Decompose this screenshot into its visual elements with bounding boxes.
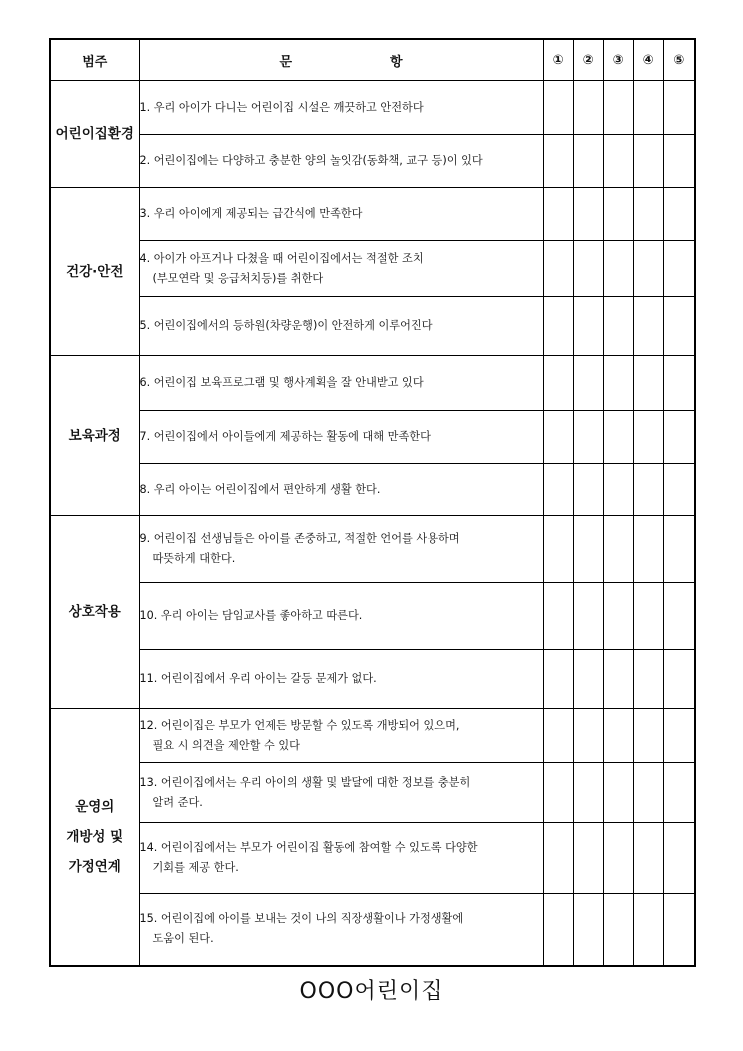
answer-box-1[interactable]: [543, 135, 573, 188]
question-text: 6. 어린이집 보육프로그램 및 행사계획을 잘 안내받고 있다: [139, 376, 424, 389]
table-row: [50, 241, 695, 297]
question-cell: [139, 81, 543, 135]
category-cell: [50, 81, 139, 188]
answer-box-4[interactable]: [633, 356, 663, 411]
answer-box-5[interactable]: [663, 823, 695, 894]
answer-box-1[interactable]: [543, 81, 573, 135]
answer-box-2[interactable]: [573, 81, 603, 135]
answer-box-2[interactable]: [573, 188, 603, 241]
answer-box-3[interactable]: [603, 241, 633, 297]
answer-box-4[interactable]: [633, 516, 663, 583]
table-row: [50, 188, 695, 241]
answer-box-4[interactable]: [633, 823, 663, 894]
answer-box-2[interactable]: [573, 135, 603, 188]
question-cell: [139, 650, 543, 709]
question-cell: [139, 411, 543, 464]
answer-box-5[interactable]: [663, 516, 695, 583]
answer-box-5[interactable]: [663, 464, 695, 516]
answer-box-2[interactable]: [573, 823, 603, 894]
question-text: 5. 어린이집에서의 등하원(차량운행)이 안전하게 이루어진다: [139, 319, 433, 332]
answer-box-1[interactable]: [543, 650, 573, 709]
question-text: 4. 아이가 아프거나 다쳤을 때 어린이집에서는 적절한 조치: [139, 251, 424, 265]
answer-box-1[interactable]: [543, 763, 573, 823]
answer-box-4[interactable]: [633, 894, 663, 966]
question-text-continued: 도움이 된다.: [152, 932, 214, 946]
category-cell: [50, 356, 139, 516]
answer-box-5[interactable]: [663, 650, 695, 709]
question-text-continued: 기회를 제공 한다.: [152, 861, 239, 874]
table-row: [50, 81, 695, 135]
question-text-continued: 필요 시 의견을 제안할 수 있다: [152, 738, 300, 752]
answer-box-3[interactable]: [603, 709, 633, 763]
question-text: 9. 어린이집 선생님들은 아이를 존중하고, 적절한 언어를 사용하며: [139, 532, 460, 545]
question-text: 15. 어린이집에 아이를 보내는 것이 나의 직장생활이나 가정생활에: [139, 912, 464, 926]
answer-box-5[interactable]: [663, 411, 695, 464]
score-header-2: ②: [573, 39, 603, 81]
score-header-5: ⑤: [663, 39, 695, 81]
answer-box-1[interactable]: [543, 241, 573, 297]
question-header-left: 문: [279, 54, 293, 70]
answer-box-5[interactable]: [663, 356, 695, 411]
table-row: [50, 297, 695, 356]
answer-box-3[interactable]: [603, 188, 633, 241]
category-label-line-1: 운영의: [75, 798, 115, 815]
question-cell: [139, 356, 543, 411]
answer-box-1[interactable]: [543, 583, 573, 650]
question-cell: [139, 823, 543, 894]
question-text: 14. 어린이집에서는 부모가 어린이집 활동에 참여할 수 있도록 다양한: [139, 841, 478, 854]
answer-box-4[interactable]: [633, 241, 663, 297]
answer-box-5[interactable]: [663, 241, 695, 297]
table-row: [50, 411, 695, 464]
answer-box-4[interactable]: [633, 650, 663, 709]
question-text: 12. 어린이집은 부모가 언제든 방문할 수 있도록 개방되어 있으며,: [139, 718, 460, 732]
question-text-continued: (부모연락 및 응급처치등)를 취한다: [152, 271, 324, 285]
answer-box-1[interactable]: [543, 894, 573, 966]
table-row: [50, 894, 695, 966]
answer-box-2[interactable]: [573, 763, 603, 823]
table-row: [50, 135, 695, 188]
question-cell: [139, 188, 543, 241]
question-text: 13. 어린이집에서는 우리 아이의 생활 및 발달에 대한 정보를 충분히: [139, 775, 471, 789]
question-text: 2. 어린이집에는 다양하고 충분한 양의 놀잇감(동화책, 교구 등)이 있다: [139, 154, 483, 167]
answer-box-4[interactable]: [633, 583, 663, 650]
question-cell: [139, 516, 543, 583]
answer-box-4[interactable]: [633, 188, 663, 241]
answer-box-3[interactable]: [603, 464, 633, 516]
table-row: [50, 583, 695, 650]
answer-box-2[interactable]: [573, 464, 603, 516]
category-label: 보육과정: [68, 427, 121, 444]
table-row: [50, 823, 695, 894]
answer-box-2[interactable]: [573, 583, 603, 650]
header-row: [50, 39, 695, 81]
answer-box-4[interactable]: [633, 81, 663, 135]
answer-box-3[interactable]: [603, 583, 633, 650]
question-header: [139, 39, 543, 81]
answer-box-2[interactable]: [573, 516, 603, 583]
answer-box-3[interactable]: [603, 411, 633, 464]
answer-box-2[interactable]: [573, 241, 603, 297]
question-cell: [139, 135, 543, 188]
answer-box-1[interactable]: [543, 464, 573, 516]
category-cell: [50, 188, 139, 356]
answer-box-5[interactable]: [663, 709, 695, 763]
survey-table: [49, 38, 696, 967]
institution-name: OOO어린이집: [299, 979, 444, 1004]
category-cell: [50, 709, 139, 966]
answer-box-4[interactable]: [633, 464, 663, 516]
table-row: [50, 650, 695, 709]
answer-box-5[interactable]: [663, 894, 695, 966]
answer-box-2[interactable]: [573, 356, 603, 411]
answer-box-3[interactable]: [603, 516, 633, 583]
question-cell: [139, 464, 543, 516]
question-cell: [139, 241, 543, 297]
table-row: [50, 763, 695, 823]
answer-box-1[interactable]: [543, 356, 573, 411]
question-cell: [139, 763, 543, 823]
answer-box-3[interactable]: [603, 135, 633, 188]
table-row: [50, 516, 695, 583]
category-cell: [50, 516, 139, 709]
answer-box-1[interactable]: [543, 188, 573, 241]
answer-box-1[interactable]: [543, 823, 573, 894]
answer-box-3[interactable]: [603, 297, 633, 356]
question-cell: [139, 894, 543, 966]
question-cell: [139, 297, 543, 356]
question-header-right: 항: [389, 54, 403, 70]
table-row: [50, 464, 695, 516]
category-label-line-3: 가정연계: [68, 858, 121, 875]
answer-box-1[interactable]: [543, 411, 573, 464]
score-header-4: ④: [633, 39, 663, 81]
question-cell: [139, 583, 543, 650]
answer-box-4[interactable]: [633, 709, 663, 763]
answer-box-5[interactable]: [663, 188, 695, 241]
score-header-3: ③: [603, 39, 633, 81]
question-text-continued: 따뜻하게 대한다.: [152, 552, 236, 565]
answer-box-5[interactable]: [663, 583, 695, 650]
answer-box-3[interactable]: [603, 763, 633, 823]
category-header: 범주: [50, 39, 139, 81]
category-label: 건강·안전: [66, 263, 124, 280]
answer-box-4[interactable]: [633, 763, 663, 823]
question-text: 11. 어린이집에서 우리 아이는 갈등 문제가 없다.: [139, 672, 377, 685]
answer-box-3[interactable]: [603, 894, 633, 966]
answer-box-1[interactable]: [543, 709, 573, 763]
answer-box-5[interactable]: [663, 297, 695, 356]
answer-box-3[interactable]: [603, 823, 633, 894]
answer-box-3[interactable]: [603, 650, 633, 709]
answer-box-1[interactable]: [543, 516, 573, 583]
score-header-1: ①: [543, 39, 573, 81]
answer-box-5[interactable]: [663, 81, 695, 135]
category-label: 어린이집환경: [55, 126, 134, 142]
answer-box-4[interactable]: [633, 297, 663, 356]
answer-box-3[interactable]: [603, 356, 633, 411]
answer-box-5[interactable]: [663, 135, 695, 188]
answer-box-4[interactable]: [633, 135, 663, 188]
answer-box-2[interactable]: [573, 297, 603, 356]
answer-box-1[interactable]: [543, 297, 573, 356]
answer-box-3[interactable]: [603, 81, 633, 135]
answer-box-5[interactable]: [663, 763, 695, 823]
question-text: 3. 우리 아이에게 제공되는 급간식에 만족한다: [139, 207, 363, 220]
question-text: 7. 어린이집에서 아이들에게 제공하는 활동에 대해 만족한다: [139, 430, 431, 443]
answer-box-2[interactable]: [573, 894, 603, 966]
table-row: [50, 356, 695, 411]
answer-box-2[interactable]: [573, 650, 603, 709]
answer-box-2[interactable]: [573, 411, 603, 464]
question-text-continued: 알려 준다.: [152, 795, 203, 809]
question-text: 10. 우리 아이는 담임교사를 좋아하고 따른다.: [139, 609, 363, 622]
category-label: 상호작용: [68, 604, 121, 620]
question-text: 1. 우리 아이가 다니는 어린이집 시설은 깨끗하고 안전하다: [139, 100, 424, 114]
question-text: 8. 우리 아이는 어린이집에서 편안하게 생활 한다.: [139, 482, 381, 496]
category-label-line-2: 개방성 및: [66, 828, 124, 845]
answer-box-2[interactable]: [573, 709, 603, 763]
answer-box-4[interactable]: [633, 411, 663, 464]
table-row: [50, 709, 695, 763]
question-cell: [139, 709, 543, 763]
